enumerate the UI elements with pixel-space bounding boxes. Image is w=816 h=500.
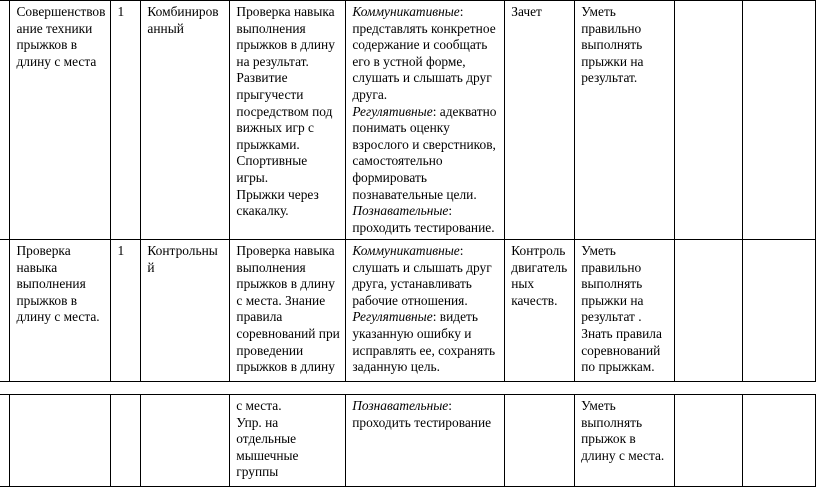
empty-cell <box>111 395 141 487</box>
lesson-type-cell: Контрольны й <box>141 240 230 382</box>
uud-label: Регулятивные <box>352 309 433 325</box>
empty-cell <box>675 395 743 487</box>
margin-cell <box>0 1 10 240</box>
control-cell: Зачет <box>505 1 575 240</box>
uud-cell: Коммуникативные: представлять конкретное содержание и сообщать его в устной форме, слушать и слышать друг друга. Регулятивные: адекватно понимать оценку взрослого и сверстников, самостоятельно формировать познавательные цели. Познавательные: проходить тестирование. <box>346 1 505 240</box>
content-line: Проверка навыка выполнения прыжков в длину на результат. <box>236 4 335 69</box>
uud-label: Коммуникативные <box>352 4 460 19</box>
uud-label: Познавательные <box>352 203 449 219</box>
uud-label: Коммуникативные <box>352 243 460 258</box>
hours-cell: 1 <box>111 240 141 382</box>
uud-text: проходить тестирование <box>352 414 492 430</box>
lesson-type-cell: Комбиниров анный <box>141 1 230 240</box>
topic-cell: Проверка навыка выполнения прыжков в длину с места. <box>10 240 111 382</box>
uud-text: видеть указанную ошибку и исправлять ее, сохранять заданную цель. <box>352 309 496 375</box>
control-cell: Контроль двигатель ных качеств. <box>505 240 575 382</box>
table-row <box>0 395 816 487</box>
uud-cell: Коммуникативные: слушать и слышать друг друга, устанавливать рабочие отношения. Регулятивные: видеть указанную ошибку и исправлять ее, сохранять заданную цель. <box>346 240 505 382</box>
uud-label: Регулятивные <box>352 103 433 119</box>
content-cell <box>230 240 346 382</box>
empty-cell <box>10 395 111 487</box>
empty-cell <box>743 1 816 240</box>
content-line: с места. <box>236 398 282 413</box>
uud-text: адекватно понимать оценку взрослого и сверстников, самостоятельно формировать познавательные цели. <box>352 103 497 202</box>
empty-cell <box>505 395 575 487</box>
result-cell: Уметь выполнять прыжок в длину с места. <box>575 395 675 487</box>
result-cell: Уметь правильно выполнять прыжки на результат. <box>575 1 675 240</box>
content-cell <box>230 395 346 487</box>
margin-cell <box>0 240 10 382</box>
table-row <box>0 240 816 382</box>
uud-text: представлять конкретное содержание и сообщать его в устной форме, слушать и слышать друг друга. <box>352 20 496 102</box>
hours-cell: 1 <box>111 1 141 240</box>
content-line: Развитие прыгучести посредством под вижных игр с прыжками. <box>236 70 333 152</box>
content-cell <box>230 1 346 240</box>
content-line: Упр. на отдельные мышечные группы <box>236 414 299 480</box>
margin-cell <box>0 395 10 487</box>
content-line: Прыжки через скакалку. <box>236 186 319 219</box>
uud-text: слушать и слышать друг друга, устанавливать рабочие отношения. <box>352 259 492 308</box>
lesson-plan-table-continuation <box>0 394 816 487</box>
result-cell: Уметь правильно выполнять прыжки на результат . Знать правила соревнований по прыжкам. <box>575 240 675 382</box>
uud-label: Познавательные <box>352 398 449 413</box>
topic-cell: Совершенствов ание техники прыжков в длину с места <box>10 1 111 240</box>
empty-cell <box>675 240 743 382</box>
uud-cell: Познавательные: проходить тестирование <box>346 395 505 487</box>
empty-cell <box>743 240 816 382</box>
content-line: Проверка навыка выполнения прыжков в длину с места. Знание правила соревнований при проведении прыжков в длину <box>236 243 340 375</box>
empty-cell <box>141 395 230 487</box>
uud-text: проходить тестирование. <box>352 219 495 235</box>
table-row <box>0 1 816 240</box>
empty-cell <box>675 1 743 240</box>
content-line: Спортивные игры. <box>236 153 308 185</box>
empty-cell <box>743 395 816 487</box>
